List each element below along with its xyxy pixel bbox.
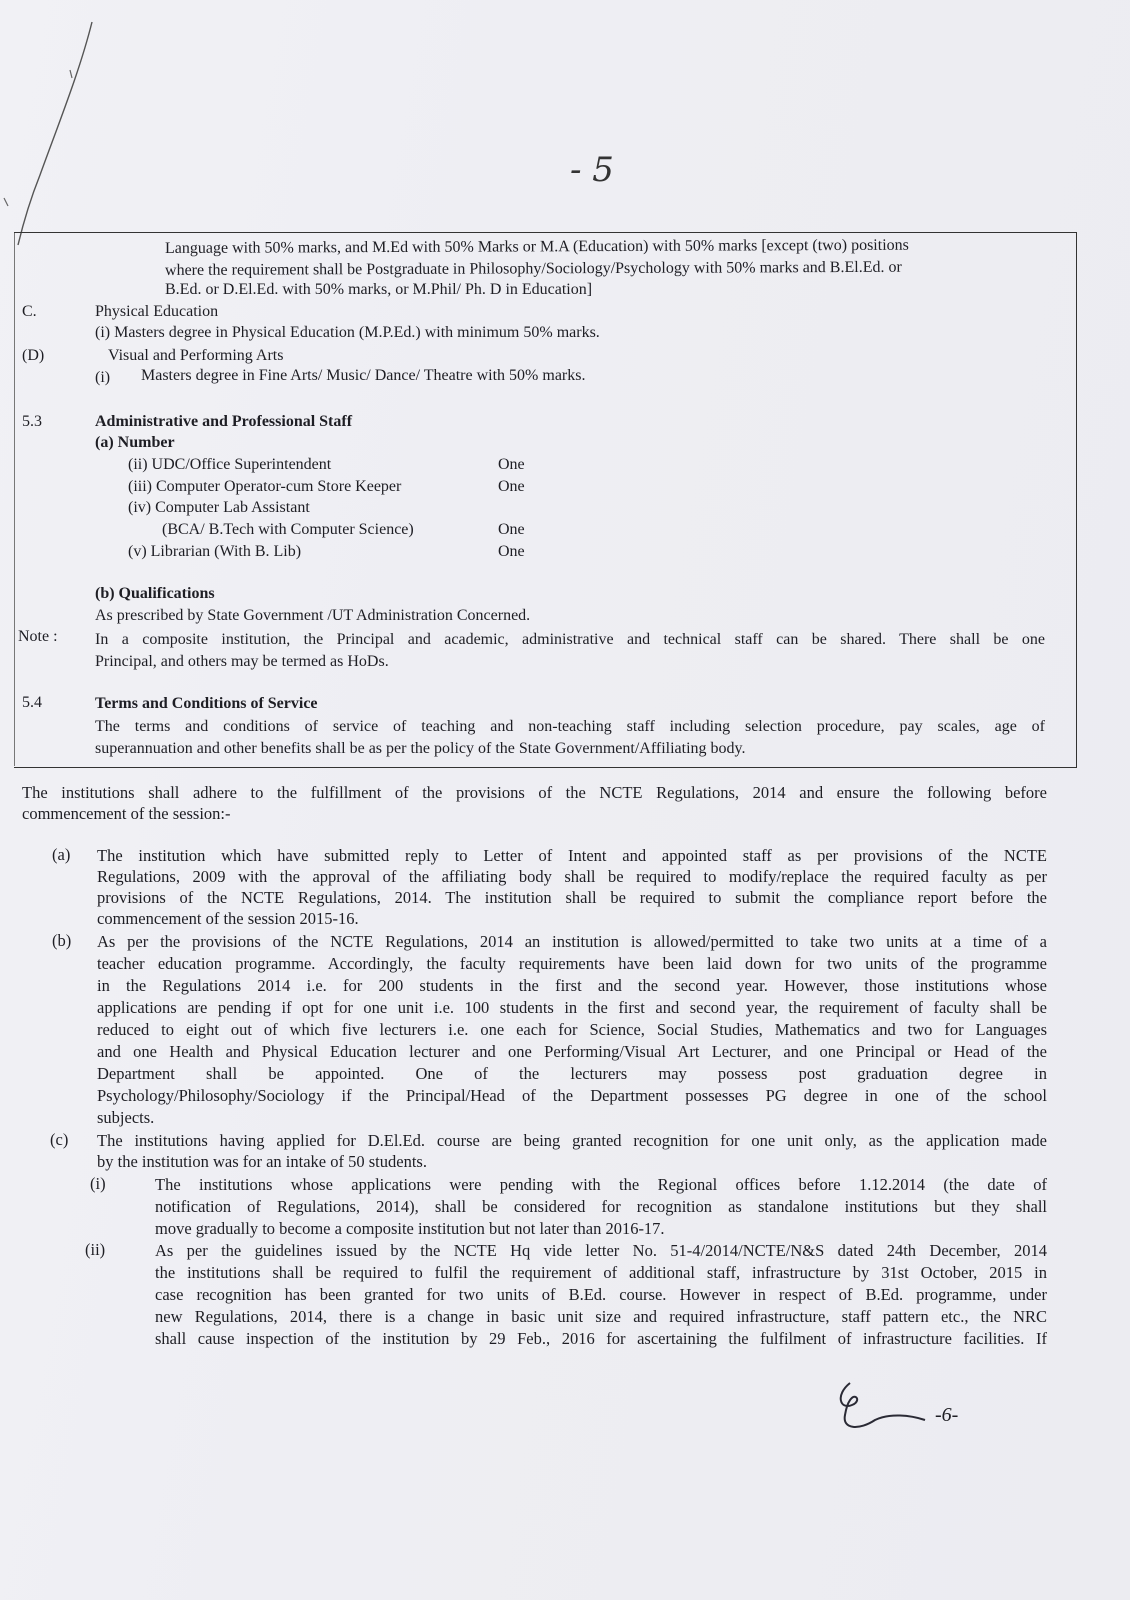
staff-name: (iii) Computer Operator-cum Store Keeper bbox=[128, 478, 402, 495]
note-line: Principal, and others may be termed as HoDs. bbox=[95, 653, 389, 670]
intro-line: commencement of the session:- bbox=[22, 804, 231, 823]
item-c-line: by the institution was for an intake of 50 students. bbox=[97, 1152, 427, 1171]
qualifications-text: As prescribed by State Government /UT Administration Concerned. bbox=[95, 607, 531, 624]
item-b-line: Department shall be appointed. One of the lecturers may possess post graduation degree in bbox=[97, 1064, 1047, 1083]
item-b-line: subjects. bbox=[97, 1108, 155, 1127]
item-c-line: The institutions having applied for D.El.Ed. course are being granted recognition for one unit only, as the application made bbox=[97, 1131, 1047, 1150]
sub-ii-line: case recognition has been granted for two units of B.Ed. course. However in respect of B.Ed. programme, under bbox=[155, 1285, 1047, 1304]
terms-line: superannuation and other benefits shall be as per the policy of the State Government/Affiliating body. bbox=[95, 740, 746, 757]
sub-ii-line: the institutions shall be required to fulfil the requirement of additional staff, infrastructure by 31st October, 2015 in bbox=[155, 1263, 1047, 1282]
section-heading-terms: Terms and Conditions of Service bbox=[95, 695, 318, 712]
margin-pen-marks bbox=[0, 0, 1130, 260]
sub-ii-line: shall cause inspection of the institution by 29 Feb., 2016 for ascertaining the fulfilment of infrastructure facilities. If bbox=[155, 1329, 1047, 1348]
item-b-line: and one Health and Physical Education lecturer and one Performing/Visual Art Lecturer, and one Principal or Head of the bbox=[97, 1042, 1047, 1061]
item-b-line: reduced to eight out of which five lecturers i.e. one each for Science, Social Studies, Mathematics and two for Languages bbox=[97, 1020, 1047, 1039]
sub-i-line: The institutions whose applications were pending with the Regional offices before 1.12.2014 (the date of bbox=[155, 1175, 1047, 1194]
visual-arts-item: Masters degree in Fine Arts/ Music/ Dance/ Theatre with 50% marks. bbox=[141, 367, 586, 384]
sub-i-line: notification of Regulations, 2014), shall be considered for recognition as standalone institutions but they shall bbox=[155, 1197, 1047, 1216]
item-label-c: (c) bbox=[50, 1130, 69, 1149]
item-a-line: The institution which have submitted reply to Letter of Intent and appointed staff as per provisions of the NCTE bbox=[97, 846, 1047, 865]
sub-label-i: (i) bbox=[90, 1174, 106, 1193]
staff-count: One bbox=[498, 543, 525, 560]
section-heading-admin-staff: Administrative and Professional Staff bbox=[95, 413, 353, 430]
subheading-number: (a) Number bbox=[95, 434, 175, 451]
page-number: - 5 bbox=[570, 150, 614, 190]
staff-name: (ii) UDC/Office Superintendent bbox=[128, 456, 332, 473]
section-heading-physical-education: Physical Education bbox=[95, 303, 219, 320]
section-heading-visual-arts: Visual and Performing Arts bbox=[108, 347, 284, 364]
section-label-5-3: 5.3 bbox=[22, 413, 42, 430]
visual-arts-item-num: (i) bbox=[95, 369, 111, 386]
intro-line: The institutions shall adhere to the fulfillment of the provisions of the NCTE Regulations, 2014 and ensure the following before bbox=[22, 783, 1047, 802]
note-label: Note : bbox=[18, 628, 58, 645]
item-label-a: (a) bbox=[52, 845, 71, 864]
terms-line: The terms and conditions of service of teaching and non-teaching staff including selection procedure, pay scales, age of bbox=[95, 718, 1045, 735]
item-b-line: Psychology/Philosophy/Sociology if the Principal/Head of the Department possesses PG degree in one of the school bbox=[97, 1086, 1047, 1105]
section-label-5-4: 5.4 bbox=[22, 694, 42, 711]
staff-count: One bbox=[498, 521, 525, 538]
item-a-line: provisions of the NCTE Regulations, 2014. The institution shall be required to submit the compliance report before the bbox=[97, 888, 1047, 907]
handwritten-signature bbox=[830, 1375, 1030, 1445]
continuation-line: B.Ed. or D.El.Ed. with 50% marks, or M.Phil/ Ph. D in Education] bbox=[165, 281, 593, 298]
staff-name: (iv) Computer Lab Assistant bbox=[128, 499, 310, 516]
sub-ii-line: As per the guidelines issued by the NCTE Hq vide letter No. 51-4/2014/NCTE/N&S dated 24th December, 2014 bbox=[155, 1241, 1047, 1260]
item-b-line: in the Regulations 2014 i.e. for 200 students in the first and the second year. However, those institutions whose bbox=[97, 976, 1047, 995]
staff-name: (v) Librarian (With B. Lib) bbox=[128, 543, 302, 560]
section-label-c: C. bbox=[22, 303, 37, 320]
next-page-mark: -6- bbox=[935, 1404, 959, 1426]
subheading-qualifications: (b) Qualifications bbox=[95, 585, 215, 602]
continuation-line: Language with 50% marks, and M.Ed with 50% Marks or M.A (Education) with 50% marks [except (two) positions bbox=[164, 236, 909, 257]
staff-name: (BCA/ B.Tech with Computer Science) bbox=[162, 521, 414, 538]
item-a-line: commencement of the session 2015-16. bbox=[97, 909, 359, 928]
item-b-line: applications are pending if opt for one unit i.e. 100 students in the first and second year, the requirement of faculty shall be bbox=[97, 998, 1047, 1017]
item-a-line: Regulations, 2009 with the approval of the affiliating body shall be required to modify/replace the required faculty as per bbox=[97, 867, 1047, 886]
physical-education-item: (i) Masters degree in Physical Education (M.P.Ed.) with minimum 50% marks. bbox=[95, 324, 600, 341]
sub-label-ii: (ii) bbox=[85, 1240, 106, 1259]
item-label-b: (b) bbox=[52, 931, 72, 950]
continuation-line: where the requirement shall be Postgraduate in Philosophy/Sociology/Psychology with 50% marks and B.El.Ed. or bbox=[164, 258, 902, 279]
item-b-line: teacher education programme. Accordingly, the faculty requirements have been laid down for two units of the programme bbox=[97, 954, 1047, 973]
sub-i-line: move gradually to become a composite institution but not later than 2016-17. bbox=[155, 1219, 665, 1238]
item-b-line: As per the provisions of the NCTE Regulations, 2014 an institution is allowed/permitted to take two units at a time of a bbox=[97, 932, 1047, 951]
section-label-d: (D) bbox=[22, 347, 45, 364]
staff-count: One bbox=[498, 456, 525, 473]
sub-ii-line: new Regulations, 2014, there is a change in basic unit size and required infrastructure, staff pattern etc., the NRC bbox=[155, 1307, 1047, 1326]
note-line: In a composite institution, the Principal and academic, administrative and technical staff can be shared. There shall be one bbox=[95, 631, 1045, 648]
staff-count: One bbox=[498, 478, 525, 495]
